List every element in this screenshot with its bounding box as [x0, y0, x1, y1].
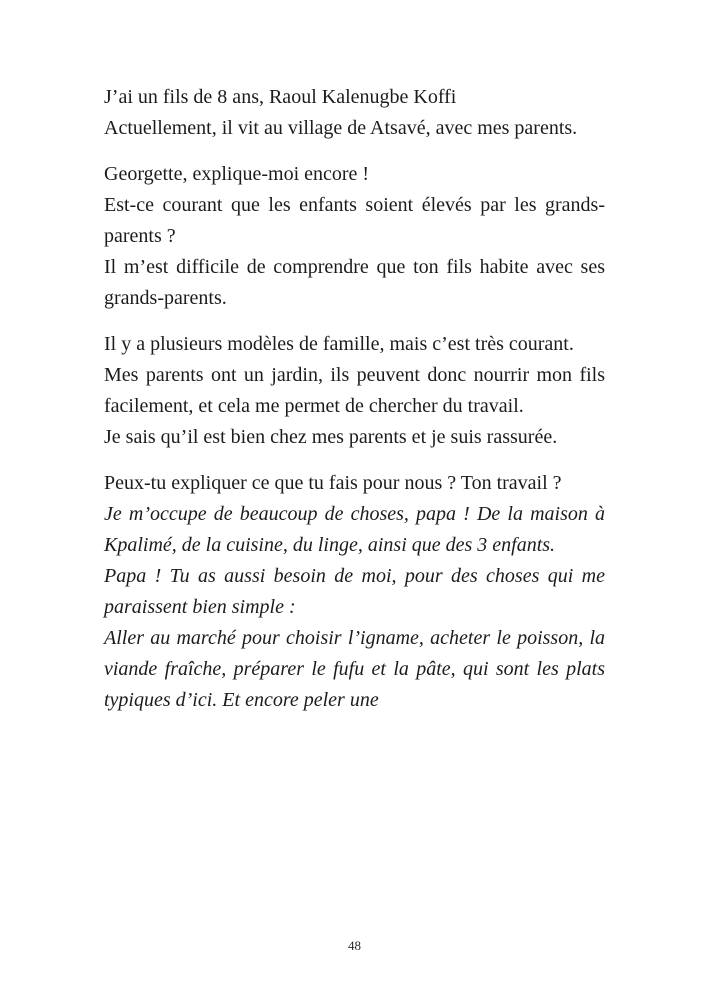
paragraph-line: J’ai un fils de 8 ans, Raoul Kalenugbe Koffi — [104, 86, 457, 108]
paragraph-line: Georgette, explique-moi encore ! — [104, 163, 370, 185]
paragraph-line: Est-ce courant que les enfants soient élevés par les grands-parents ? — [104, 194, 605, 247]
paragraph-block — [104, 159, 605, 314]
paragraph-line: Actuellement, il vit au village de Atsavé, avec mes parents. — [104, 117, 578, 139]
page-number: 48 — [348, 938, 361, 953]
paragraph-line: Il m’est difficile de comprendre que ton fils habite avec ses grands-parents. — [104, 256, 605, 309]
paragraph-line: Aller au marché pour choisir l’igname, acheter le poisson, la viande fraîche, préparer le fufu et la pâte, qui sont les plats typiques d’ici. Et encore peler une — [104, 627, 605, 711]
paragraph-line: Mes parents ont un jardin, ils peuvent donc nourrir mon fils facilement, et cela me permet de chercher du travail. — [104, 364, 605, 417]
paragraph-block — [104, 82, 605, 144]
paragraph-line: Je m’occupe de beaucoup de choses, papa ! De la maison à Kpalimé, de la cuisine, du linge, ainsi que des 3 enfants. — [104, 503, 605, 556]
paragraph-block — [104, 329, 605, 453]
paragraph-line: Il y a plusieurs modèles de famille, mais c’est très courant. — [104, 333, 574, 355]
text-body — [104, 82, 605, 716]
paragraph-block — [104, 468, 605, 716]
paragraph-line: Papa ! Tu as aussi besoin de moi, pour des choses qui me paraissent bien simple : — [104, 565, 605, 618]
paragraph-line: Je sais qu’il est bien chez mes parents et je suis rassurée. — [104, 426, 558, 448]
paragraph-line: Peux-tu expliquer ce que tu fais pour nous ? Ton travail ? — [104, 472, 562, 494]
